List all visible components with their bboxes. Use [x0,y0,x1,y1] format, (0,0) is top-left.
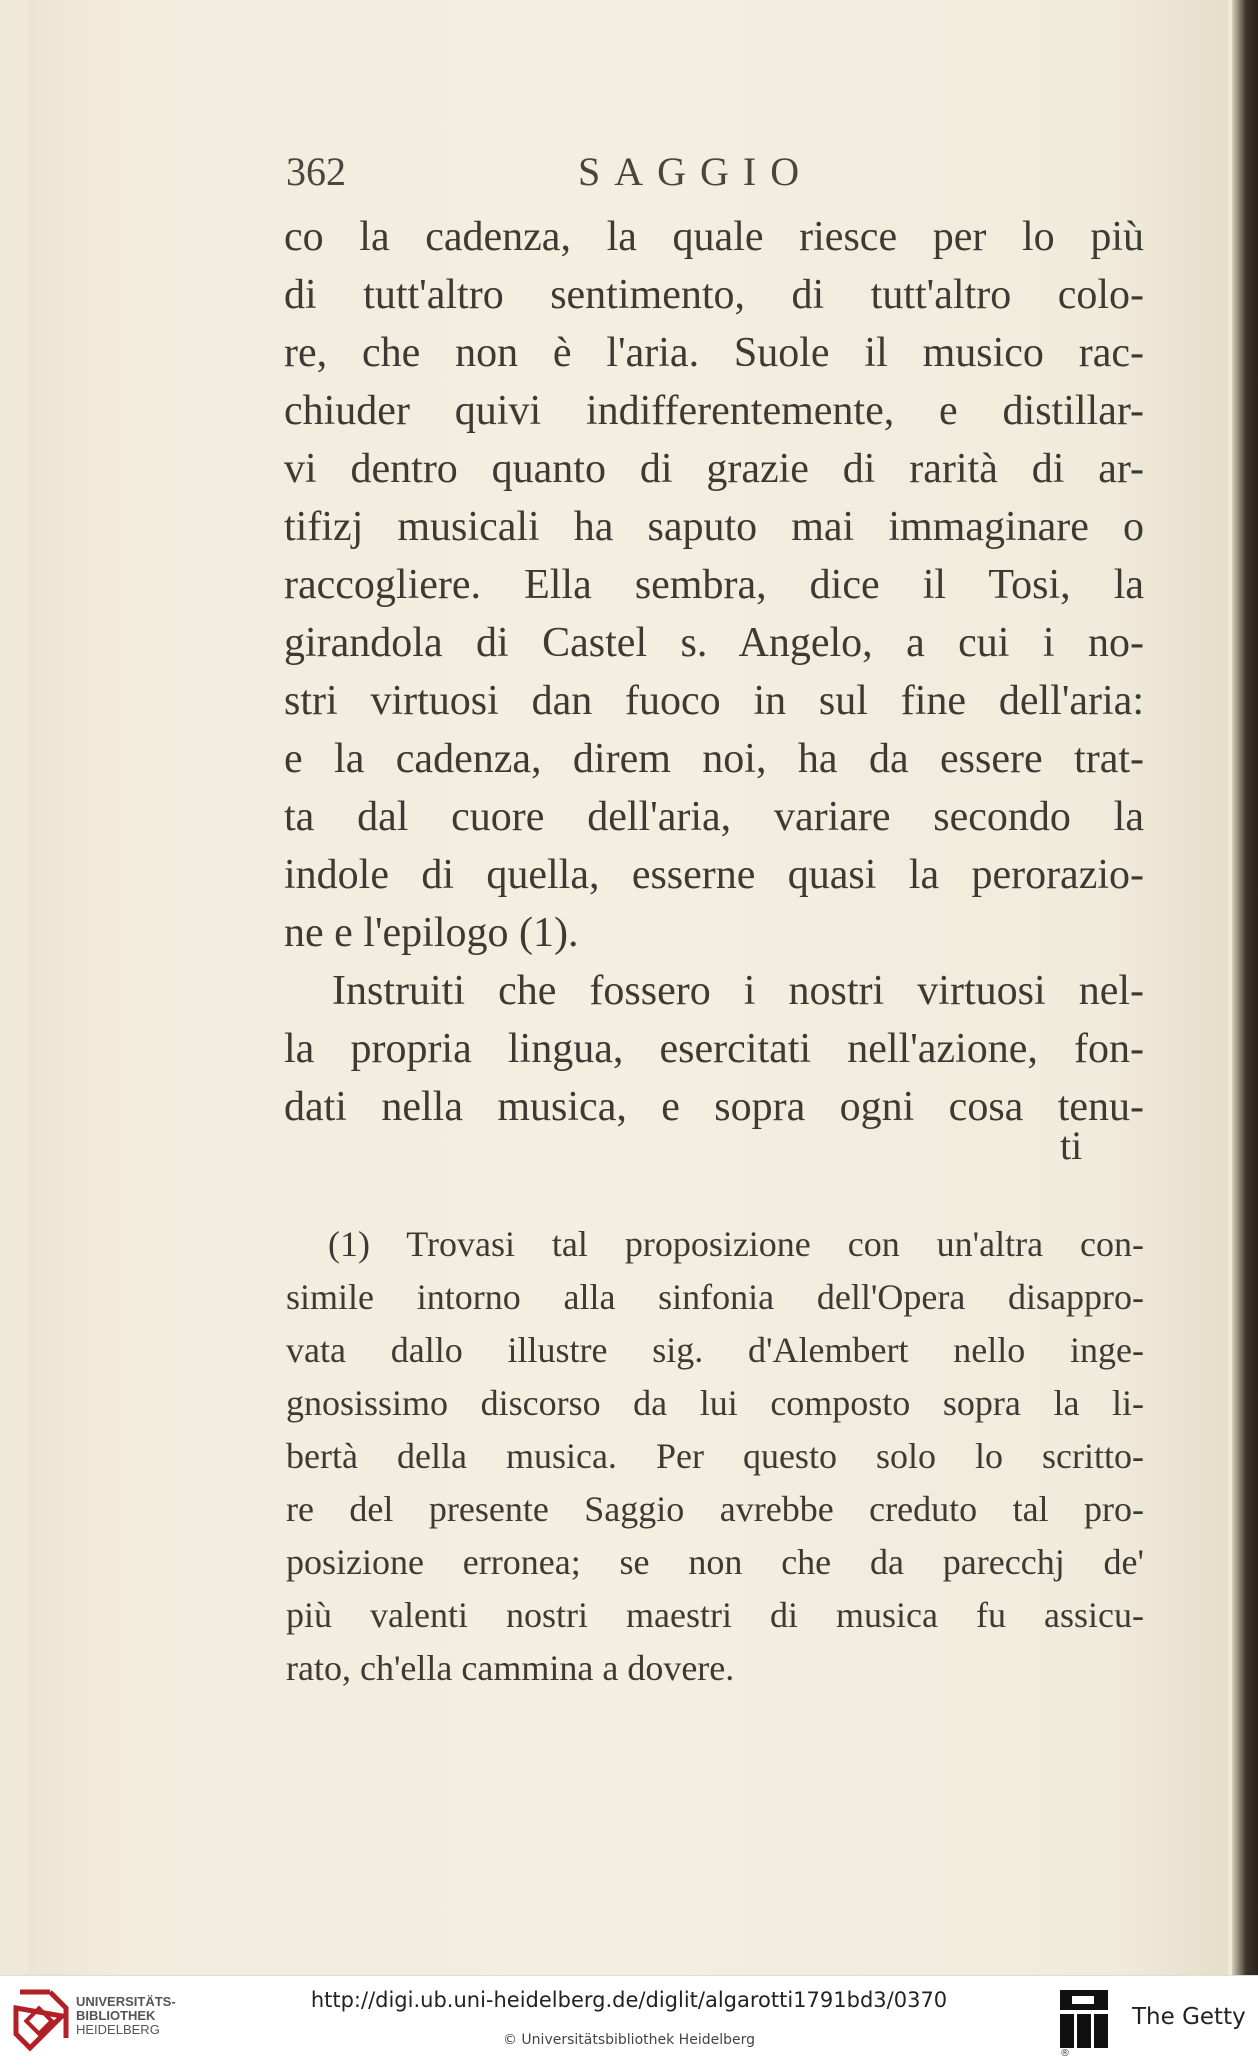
text-line: re, che non è l'aria. Suole il musico rac- [284,330,1144,376]
text-line: e la cadenza, direm noi, ha da essere trat- [284,736,1144,782]
viewer-footer [0,1975,1258,2065]
running-title: SAGGIO [578,149,814,194]
registered-mark: ® [1060,2048,1070,2059]
text-line: tifizj musicali ha saputo mai immaginare o [284,504,1144,550]
footnote-line: re del presente Saggio avrebbe creduto tal pro- [286,1489,1144,1529]
text-line: ne e l'epilogo (1). [284,910,579,956]
page-number: 362 [286,149,346,194]
text-line: chiuder quivi indifferentemente, e distillar- [284,388,1144,434]
permalink-url[interactable]: http://digi.ub.uni-heidelberg.de/diglit/algarotti1791bd3/0370 [310,1988,948,2012]
text-line: dati nella musica, e sopra ogni cosa tenu- [284,1084,1144,1130]
text-line: vi dentro quanto di grazie di rarità di ar- [284,446,1144,492]
footnote-line: gnosissimo discorso da lui composto sopra la li- [286,1383,1144,1423]
text-line: Instruiti che fossero i nostri virtuosi nel- [332,968,1144,1014]
footnote-line: posizione erronea; se non che da parecchj de' [286,1542,1144,1582]
partner-name: The Getty [1132,2004,1246,2030]
footnote-line: (1) Trovasi tal proposizione con un'altra con- [328,1224,1144,1264]
footnote-line: bertà della musica. Per questo solo lo scritto- [286,1436,1144,1476]
footnote-line: rato, ch'ella cammina a dovere. [286,1648,735,1688]
book-spine-shadow [1232,0,1258,1975]
footnote-line: vata dallo illustre sig. d'Alembert nello inge- [286,1330,1144,1370]
getty-logo-icon [1058,1988,1110,2050]
footnote-line: più valenti nostri maestri di musica fu assicu- [286,1595,1144,1635]
book-page [28,0,1228,1975]
catchword: ti [1060,1123,1083,1168]
text-line: la propria lingua, esercitati nell'azione, fon- [284,1026,1144,1072]
text-line: indole di quella, esserne quasi la perorazio- [284,852,1144,898]
text-line: raccogliere. Ella sembra, dice il Tosi, la [284,562,1144,608]
text-line: ta dal cuore dell'aria, variare secondo la [284,794,1144,840]
text-line: di tutt'altro sentimento, di tutt'altro colo- [284,272,1144,318]
text-line: girandola di Castel s. Angelo, a cui i no- [284,620,1144,666]
footnote-line: simile intorno alla sinfonia dell'Opera disappro- [286,1277,1144,1317]
university-library-name: UNIVERSITÄTS- BIBLIOTHEK HEIDELBERG [76,1994,176,2037]
text-line: co la cadenza, la quale riesce per lo più [284,214,1144,260]
text-line: stri virtuosi dan fuoco in sul fine dell'aria: [284,678,1144,724]
page-header [286,148,1086,198]
copyright-notice: © Universitätsbibliothek Heidelberg [502,2032,755,2048]
